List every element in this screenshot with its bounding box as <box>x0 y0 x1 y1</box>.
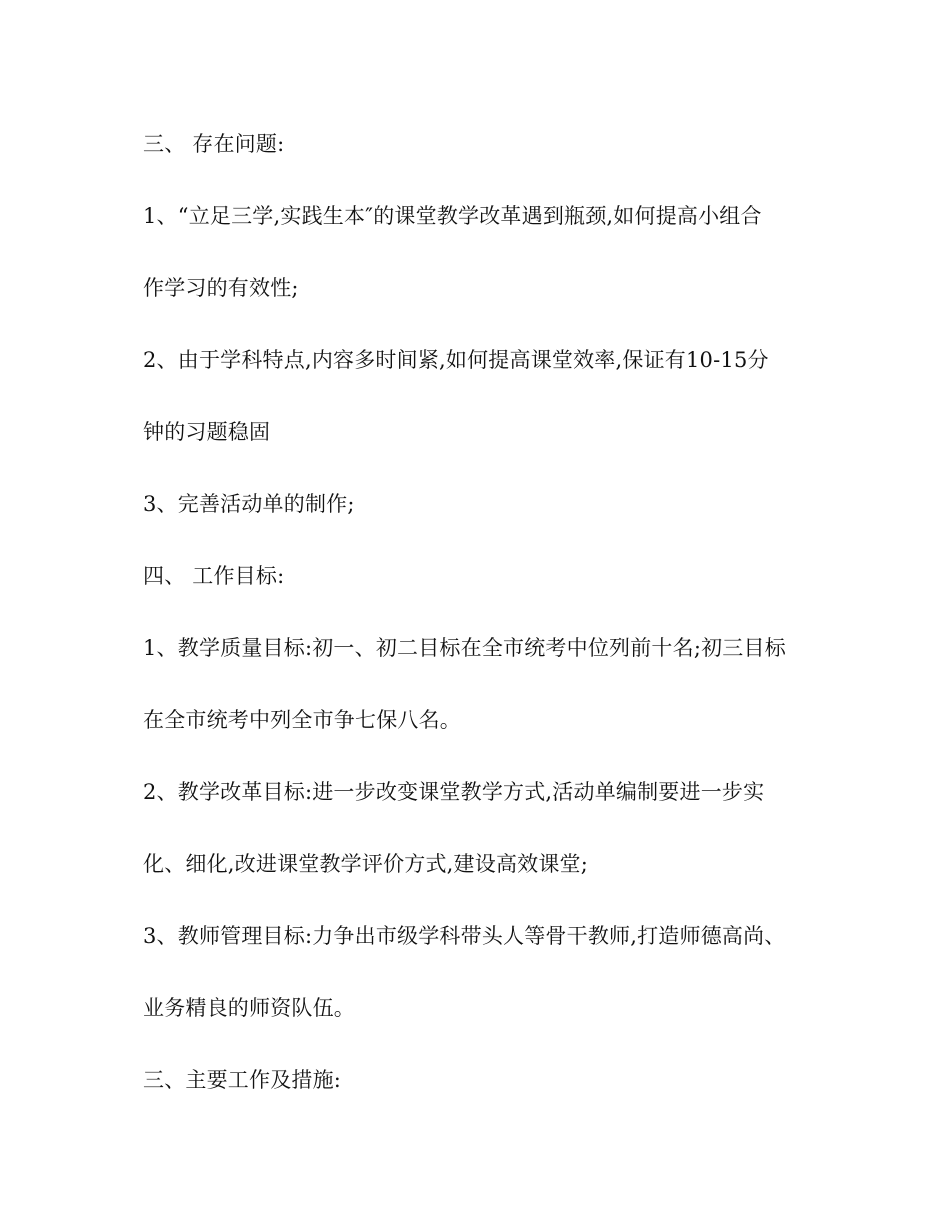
goal-item-3: 3、教师管理目标:力争出市级学科带头人等骨干教师,打造师德高尚、 <box>143 924 786 948</box>
problem-item-1: 1、“立足三学,实践生本″的课堂教学改革遇到瓶颈,如何提高小组合 <box>143 204 762 228</box>
goal-item-2: 2、教学改革目标:进一步改变课堂教学方式,活动单编制要进一步实 <box>143 780 765 804</box>
problem-item-3: 3、完善活动单的制作; <box>143 492 355 516</box>
goal-item-2-continued: 化、细化,改进课堂教学评价方式,建设高效课堂; <box>143 852 589 876</box>
problem-item-2-continued: 钟的习题稳固 <box>143 420 271 444</box>
section-heading-problems: 三、 存在问题: <box>143 132 285 156</box>
problem-item-2: 2、由于学科特点,内容多时间紧,如何提高课堂效率,保证有10-15分 <box>143 348 769 372</box>
goal-item-3-continued: 业务精良的师资队伍。 <box>143 996 355 1020</box>
section-heading-measures: 三、主要工作及措施: <box>143 1068 342 1092</box>
section-heading-goals: 四、 工作目标: <box>143 564 285 588</box>
goal-item-1: 1、教学质量目标:初一、初二目标在全市统考中位列前十名;初三目标 <box>143 636 786 660</box>
problem-item-1-continued: 作学习的有效性; <box>143 276 299 300</box>
goal-item-1-continued: 在全市统考中列全市争七保八名。 <box>143 708 461 732</box>
